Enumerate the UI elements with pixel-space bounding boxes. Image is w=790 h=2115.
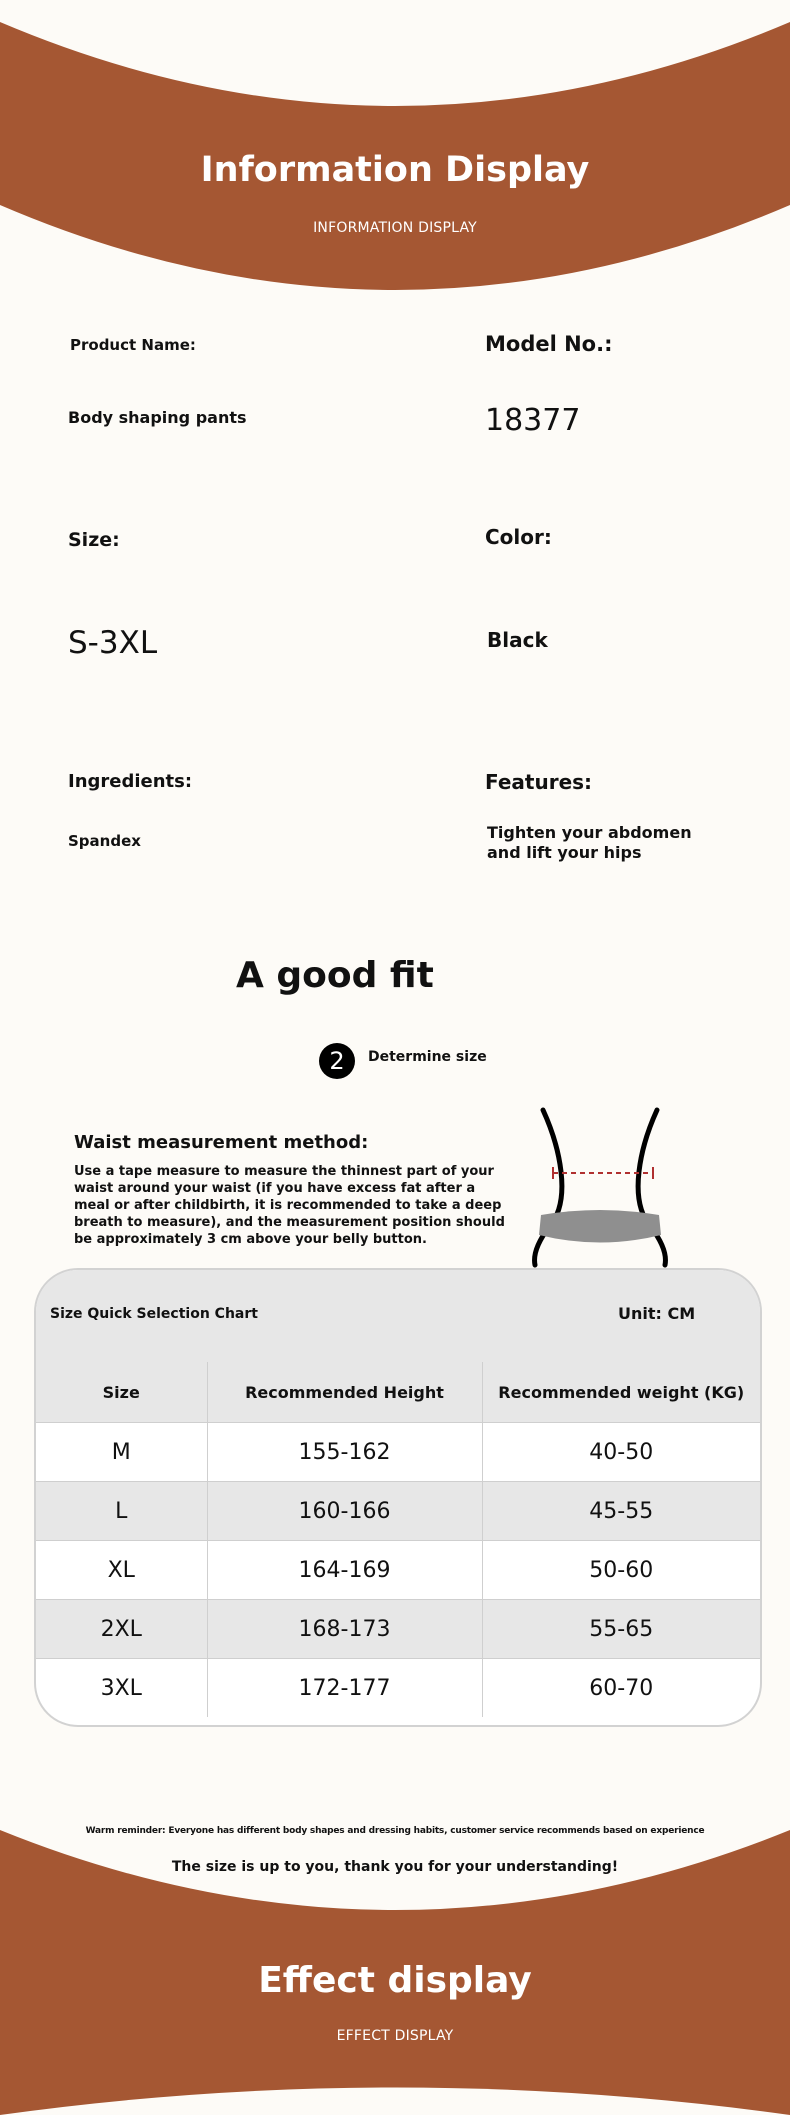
ingredients-value: Spandex — [68, 832, 141, 850]
weight-cell: 45-55 — [482, 1482, 760, 1541]
footer-subtitle: EFFECT DISPLAY — [336, 2028, 454, 2044]
product-name-label: Product Name: — [70, 336, 196, 354]
table-header-row — [36, 1362, 760, 1423]
header-subtitle: INFORMATION DISPLAY — [313, 220, 477, 236]
weight-cell: 55-65 — [482, 1600, 760, 1659]
size-cell: 2XL — [36, 1600, 207, 1659]
weight-cell: 50-60 — [482, 1541, 760, 1600]
size-chart-header — [36, 1270, 760, 1362]
table-row — [36, 1423, 760, 1482]
height-cell: 164-169 — [207, 1541, 482, 1600]
weight-cell: 60-70 — [482, 1659, 760, 1718]
ingredients-label: Ingredients: — [68, 771, 193, 792]
waist-illustration — [525, 1105, 685, 1270]
size-cell: 3XL — [36, 1659, 207, 1718]
height-cell: 155-162 — [207, 1423, 482, 1482]
size-cell: M — [36, 1423, 207, 1482]
size-chart-title: Size Quick Selection Chart — [50, 1306, 258, 1322]
features-label: Features: — [485, 770, 593, 794]
table-row — [36, 1541, 760, 1600]
features-value: Tighten your abdomen and lift your hips — [487, 823, 692, 862]
color-value: Black — [487, 628, 548, 652]
table-row — [36, 1659, 760, 1718]
column-header: Size — [36, 1362, 207, 1423]
model-label: Model No.: — [485, 332, 613, 356]
height-cell: 160-166 — [207, 1482, 482, 1541]
color-label: Color: — [485, 525, 552, 549]
column-header: Recommended weight (KG) — [482, 1362, 760, 1423]
step-number-badge: 2 — [319, 1043, 355, 1079]
warm-reminder: Warm reminder: Everyone has different body shapes and dressing habits, customer service recommends based on experience — [85, 1826, 705, 1836]
size-value: S-3XL — [68, 625, 158, 661]
fit-title: A good fit — [236, 955, 434, 996]
step-label: Determine size — [368, 1049, 487, 1065]
weight-cell: 40-50 — [482, 1423, 760, 1482]
model-value: 18377 — [485, 403, 581, 438]
body-outline-right — [638, 1110, 665, 1265]
waist-method-text: Use a tape measure to measure the thinnest part of your waist around your waist (if you have excess fat after a meal or after childbirth, it is recommended to take a deep breath to measure), and the measurement position should be approximately 3 cm above your belly button. — [74, 1164, 505, 1247]
height-cell: 168-173 — [207, 1600, 482, 1659]
size-chart — [34, 1268, 762, 1727]
product-name-value: Body shaping pants — [68, 408, 247, 427]
size-cell: XL — [36, 1541, 207, 1600]
size-cell: L — [36, 1482, 207, 1541]
column-header: Recommended Height — [207, 1362, 482, 1423]
table-row — [36, 1600, 760, 1659]
waist-method-title: Waist measurement method: — [74, 1132, 369, 1153]
waistband-shape — [539, 1210, 661, 1243]
body-outline-left — [535, 1110, 562, 1265]
header-title: Information Display — [200, 150, 590, 190]
size-chart-unit: Unit: CM — [618, 1304, 696, 1323]
table-row — [36, 1482, 760, 1541]
size-table — [36, 1362, 760, 1717]
size-label: Size: — [68, 529, 120, 551]
thanks-note: The size is up to you, thank you for your understanding! — [171, 1859, 619, 1875]
height-cell: 172-177 — [207, 1659, 482, 1718]
footer-title: Effect display — [258, 1960, 532, 2001]
